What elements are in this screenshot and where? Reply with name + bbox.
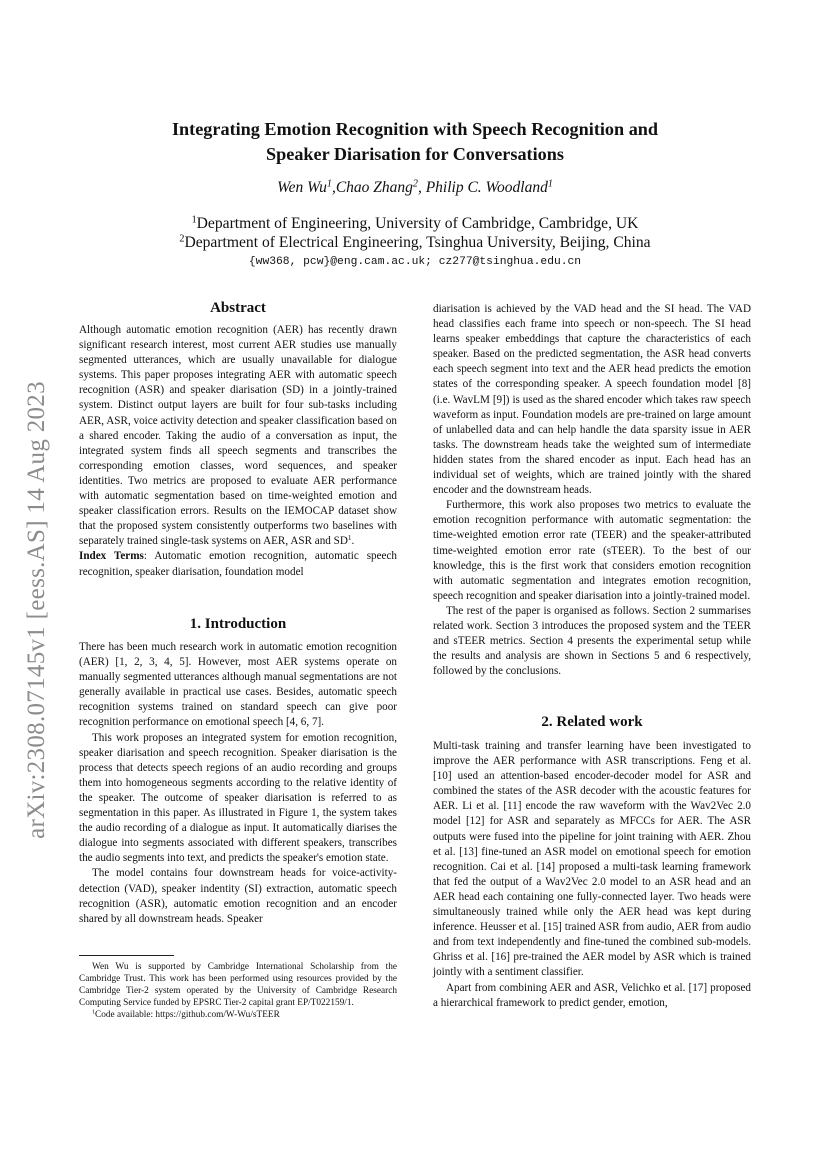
footnotes (79, 961, 397, 1021)
code-footnote-mark: 1 (347, 534, 352, 543)
code-footnote-text: Code available: https://github.com/W-Wu/sTEER (95, 1010, 280, 1021)
index-terms (79, 549, 397, 579)
intro-paragraph-2: This work proposes an integrated system for emotion recognition, speaker diarisation and speech recognition. Speaker diarisation is the process that detects speech regions of an audio recording and groups them into homogeneous segments according to the relative identity of the speaker. The outcome of speaker diarisation is referred to as segmentation in this paper. As illustrated in Figure 1, the system takes the audio recording of a dialogue as input. It automatically diarises the dialogue into segments associated with different speakers, transcribes the audio segments into text, and predicts the speaker's emotion state. (79, 731, 397, 865)
funding-footnote: Wen Wu is supported by Cambridge International Scholarship from the Cambridge Trust. This work has been performed using resources provided by the Cambridge Tier-2 system operated by the University of Cambridge Research Computing Service funded by EPSRC Tier-2 capital grant EP/T022159/1. (79, 962, 397, 1009)
code-footnote (79, 1009, 397, 1021)
paper-title (100, 117, 730, 167)
title-line-2: Speaker Diarisation for Conversations (266, 144, 564, 164)
author-emails: {ww368, pcw}@eng.cam.ac.uk; cz277@tsinghua.edu.cn (248, 256, 582, 268)
author-3-affil-mark: 1 (547, 178, 553, 190)
related-work-heading: 2. Related work (541, 714, 643, 730)
related-work-body (433, 739, 751, 1011)
author-2-affil-mark: 2 (412, 178, 418, 190)
affiliation-2 (100, 233, 730, 253)
author-2: ,Chao Zhang (331, 179, 413, 196)
affiliation-1 (100, 214, 730, 234)
author-3: , Philip C. Woodland (417, 179, 548, 196)
code-footnote-number: 1 (92, 1010, 96, 1017)
affiliation-2-mark: 2 (179, 233, 185, 245)
author-1: Wen Wu (277, 179, 327, 196)
index-terms-label: Index Terms (79, 550, 144, 563)
index-terms-text: : Automatic emotion recognition, automatic speech recognition, speaker diarisation, foundation model (79, 550, 398, 578)
arxiv-identifier: arXiv:2308.07145v1 [eess.AS] 14 Aug 2023 (23, 381, 50, 839)
author-list (100, 178, 730, 198)
footnote-rule (79, 955, 174, 956)
intro-paragraph-4: diarisation is achieved by the VAD head and the SI head. The VAD head classifies each frame into speech or non-speech. The SI head learns speaker embeddings that capture the characteristics of each speaker. Based on the predicted segmentation, the ASR head converts each speech segment into text and the AER head predicts the emotion states of the corresponding speaker. A speech foundation model [8] (i.e. WavLM [9]) is used as the shared encoder which takes raw speech waveform as input. Foundation models are pre-trained on large amount of unlabelled data and can help handle the data sparsity issue in AER tasks. The downstream heads take the weighted sum of intermediate hidden states from the shared encoder as input. Each head has an individual set of weights, which are trained jointly with the shared encoder and the downstream heads. (433, 303, 751, 497)
intro-paragraph-6: The rest of the paper is organised as follows. Section 2 summarises related work. Section 3 introduces the proposed system and the TEER and sTEER metrics. Section 4 presents the experimental setup while the results and analysis are shown in Sections 5 and 6 respectively, followed by the conclusions. (433, 604, 751, 678)
affiliation-1-mark: 1 (191, 214, 197, 226)
intro-heading: 1. Introduction (189, 616, 287, 632)
intro-paragraph-1: There has been much research work in automatic emotion recognition (AER) [1, 2, 3, 4, 5]. However, most AER systems operate on manually segmented utterances although manual segmentations are not generally available in practical use cases. Besides, automatic speech recognition systems trained on standard speech can give poor recognition performance on emotional speech [4, 6, 7]. (79, 641, 397, 729)
abstract-body (79, 323, 397, 580)
related-paragraph-2: Apart from combining AER and ASR, Velichko et al. [17] proposed a hierarchical framework to predict gender, emotion, (433, 981, 751, 1009)
right-column-intro-continued (433, 302, 751, 679)
affiliation-2-text: Department of Electrical Engineering, Tsinghua University, Beijing, China (184, 234, 651, 251)
intro-body (79, 640, 397, 927)
abstract-text-end: . (351, 535, 355, 548)
affiliation-1-text: Department of Engineering, University of Cambridge, Cambridge, UK (196, 215, 639, 232)
title-line-1: Integrating Emotion Recognition with Speech Recognition and (171, 119, 659, 139)
abstract-paragraph (79, 323, 397, 549)
intro-paragraph-5: Furthermore, this work also proposes two metrics to evaluate the emotion recognition performance with automatic segmentation: the time-weighted emotion error rate (TEER) and the speaker-attributed time-weighted emotion error rate (sTEER). To the best of our knowledge, this is the first work that considers emotion recognition with automatic segmentation and integrates emotion recognition, speech recognition and speaker diarisation into a jointly-trained model. (433, 499, 751, 602)
related-paragraph-1: Multi-task training and transfer learning have been investigated to improve the AER performance with ASR transcriptions. Feng et al. [10] used an attention-based encoder-decoder model for ASR and combined the states of the ASR decoder with the acoustic features for AER. Li et al. [11] encode the raw waveform with the Wav2Vec 2.0 model [12] for ASR and separately as MFCCs for AER. The ASR outputs were fused into the pipeline for joint training with AER. Zhou et al. [13] fine-tuned an ASR model on emotional speech for emotion recognition. Cai et al. [14] proposed a multi-task learning framework that fed the output of a Wav2Vec 2.0 model to an ASR head and an AER head each containing one fully-connected layer. Two heads were simultaneously trained while only the AER head was kept during inference. Heusser et al. [15] trained ASR from audio, AER from audio and from text independently and fine-tuned the combined sub-models. Ghriss et al. [16] pre-trained the AER model by ASR which is trained jointly with a sentiment classifier. (433, 740, 751, 979)
arxiv-stamp (22, 350, 52, 870)
intro-paragraph-3: The model contains four downstream heads for voice-activity-detection (VAD), speaker indentity (SI) extraction, automatic speech recognition (ASR), automatic emotion recognition and an encoder shared by all downstream heads. Speaker (79, 867, 397, 925)
abstract-heading: Abstract (210, 300, 266, 316)
author-1-affil-mark: 1 (326, 178, 332, 190)
abstract-text: Although automatic emotion recognition (AER) has recently drawn significant research interest, most current AER studies use manually segmented utterances, which are usually unavailable for dialogue systems. This paper proposes integrating AER with automatic speech recognition (ASR) and speaker diarisation (SD) in a jointly-trained system. Distinct output layers are built for four sub-tasks including AER, ASR, voice activity detection and speaker classification based on a shared encoder. Taking the audio of a conversation as input, the integrated system finds all speech segments and transcribes the corresponding emotion classes, word sequences, and speaker identities. Two metrics are proposed to evaluate AER performance with automatic segmentation based on time-weighted emotion and speaker classification errors. Results on the IEMOCAP dataset show that the proposed system consistently outperforms two baselines with separately trained single-task systems on AER, ASR and SD (79, 324, 397, 548)
